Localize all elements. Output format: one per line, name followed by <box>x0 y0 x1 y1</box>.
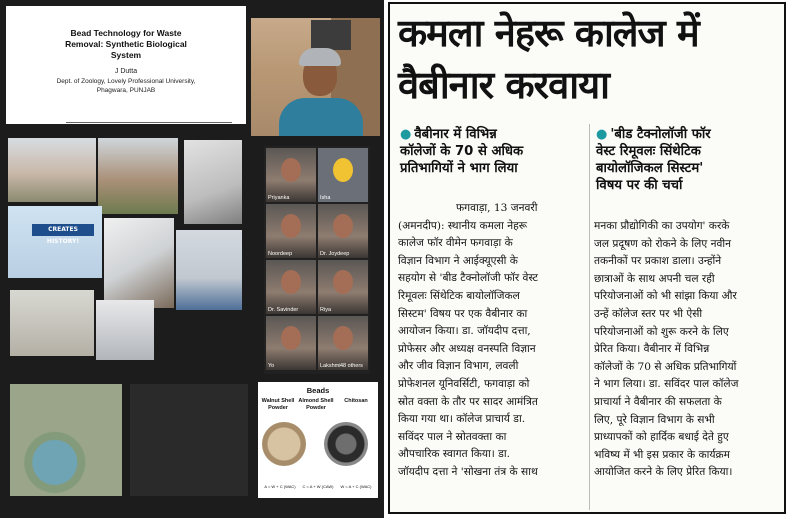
speaker-body <box>279 98 363 136</box>
body-line: कॉलेजों के 70 से अधिक प्रतिभागियों <box>594 360 737 373</box>
subheading-line: प्रतिभागियों ने भाग लिया <box>400 161 518 176</box>
body-line: फगवाड़ा, 13 जनवरी <box>456 202 538 214</box>
headline-line: वैबीनार करवाया <box>398 63 609 107</box>
body-line: छात्राओं के साथ अपनी चल रही <box>594 272 715 285</box>
body-line: विज्ञान विभाग ने आईक्यूएसी के <box>398 254 518 267</box>
body-line: जॉयदीप दत्ता ने 'सोखना तंत्र के साथ <box>398 465 538 478</box>
body-line: जल प्रदूषण को रोकने के लिए नवीन <box>594 237 731 250</box>
lpu-poster-photo <box>8 206 102 278</box>
campus-building-photo <box>8 138 96 202</box>
body-line: तकनीकों पर प्रकाश डाला। उन्होंने <box>594 255 722 268</box>
participant-tile <box>266 148 316 202</box>
slide-title-line: Bead Technology for Waste <box>70 28 182 38</box>
participant-face <box>281 270 301 294</box>
body-line: परियोजनाओं को भी सांझा किया और <box>594 290 737 303</box>
body-line: औपचारिक स्वागत किया। डा. <box>398 448 510 461</box>
participant-face <box>333 326 353 350</box>
bead-label: Almond Shell Powder <box>298 398 334 411</box>
slide-title-line: Removal: Synthetic Biological <box>65 39 187 49</box>
treatment-plant-photo <box>10 384 122 496</box>
participant-tile <box>266 260 316 314</box>
body-line: ने भाग लिया। डा. सविंदर पाल कॉलेज <box>594 378 739 391</box>
body-line: और जीव विज्ञान विभाग, लवली <box>398 360 519 373</box>
participant-face <box>281 214 301 238</box>
bead-caption: W = A + C (WAC) <box>340 484 372 489</box>
body-line: प्रोफेसर और अध्यक्ष वनस्पति विज्ञान <box>398 342 536 355</box>
subheading-line: बायोलॉजिकल सिस्टम' <box>596 161 704 176</box>
fermentor-photo <box>176 230 242 310</box>
photo-collage <box>0 0 384 518</box>
participant-name: Dr. Savinder <box>268 307 299 313</box>
emoji-avatar-icon <box>333 158 353 182</box>
subheading-line: विषय पर की चर्चा <box>596 178 683 193</box>
participant-name: Priyanka <box>268 195 290 201</box>
body-line: प्राचार्या ने वैबीनार की सफलता के <box>594 395 722 408</box>
body-line: उन्हें कॉलेज स्तर पर भी ऐसी <box>594 307 703 320</box>
article-body-left <box>398 200 586 482</box>
slide-divider <box>66 122 232 123</box>
campus-block-photo <box>98 138 178 214</box>
lab-equipment-photo <box>184 140 242 224</box>
participant-face <box>333 214 353 238</box>
bead-label: Walnut Shell Powder <box>261 398 295 411</box>
participant-tile <box>266 204 316 258</box>
laboratory-photo <box>10 290 94 356</box>
participant-tile <box>318 204 368 258</box>
body-line: स्रोत वक्ता के तौर पर सादर आमंत्रित <box>398 395 538 408</box>
participant-name: Noordeep <box>268 251 293 257</box>
article-body-right <box>594 218 782 482</box>
body-line: किया गया था। कॉलेज प्राचार्य डा. <box>398 413 526 426</box>
microscope-photo <box>104 218 174 308</box>
participant-tile <box>266 316 316 370</box>
subheading-right <box>596 126 782 194</box>
body-line: लिए, पूरे विज्ञान विभाग के सभी <box>594 413 715 426</box>
lab-instrument-photo <box>96 300 154 360</box>
body-line: सविंदर पाल ने स्रोतवक्ता का <box>398 430 507 443</box>
newspaper-clipping <box>388 2 786 514</box>
slide-affiliation-line: Dept. of Zoology, Lovely Professional University, <box>56 78 196 85</box>
participant-face <box>281 326 301 350</box>
body-line: आयोजित करने के लिए प्रेरित किया। <box>594 466 733 479</box>
participant-name: Lakshmi <box>320 363 341 369</box>
participant-name: Riya <box>320 307 332 313</box>
body-line: मनका प्रौद्योगिकी का उपयोग' करके <box>594 220 730 232</box>
slide-title-line: System <box>110 50 142 60</box>
headline-line: कमला नेहरू कालेज में <box>398 11 699 55</box>
body-line: प्रोफेशनल यूनिवर्सिटी, फगवाड़ा को <box>398 377 530 390</box>
subheading-line: वैबीनार में विभिन्न <box>414 127 497 142</box>
beads-figure <box>258 382 378 498</box>
body-line: कालेज फॉर वीमेन फगवाड़ा के <box>398 237 513 250</box>
beads-title: Beads <box>306 386 330 395</box>
bullet-icon: ● <box>400 127 412 142</box>
wall-frame <box>311 20 351 50</box>
body-line: प्रेरित किया। वैबीनार में विभिन्न <box>594 343 710 356</box>
body-line: (अमनदीप): स्थानीय कमला नेहरू <box>398 219 527 232</box>
body-line: रिमूवलः सिंथेटिक बायोलॉजिकल <box>398 289 520 302</box>
video-participant-gallery <box>264 146 370 374</box>
body-line: परियोजनाओं को शुरू करने के लिए <box>594 325 729 338</box>
bead-caption: A = W + C (WAC) <box>264 484 296 489</box>
more-participants-label: 48 others <box>340 363 363 369</box>
walnut-bead-dish <box>262 422 306 466</box>
column-divider <box>589 124 590 510</box>
body-line: सहयोग से 'बीड टैक्नोलॉजी फॉर वेस्ट <box>398 272 538 285</box>
speaker-headset <box>299 48 341 66</box>
participants-grid-photo <box>130 384 248 496</box>
speaker-video-photo <box>251 18 380 136</box>
chitosan-bead-dish <box>324 422 368 466</box>
lpu-banner: CREATES HISTORY! <box>32 224 94 236</box>
slide-affiliation-line: Phagwara, PUNJAB <box>96 87 156 94</box>
participant-name: Isha <box>320 195 331 201</box>
slide-author: J Dutta <box>114 68 138 75</box>
bead-label: Chitosan <box>344 398 368 404</box>
participant-face <box>281 158 301 182</box>
subheading-line: कॉलेजों के 70 से अधिक <box>400 144 524 159</box>
body-line: सिस्टम' विषय पर एक वैबीनार का <box>398 307 528 320</box>
body-line: आयोजन किया। डा. जॉयदीप दत्ता, <box>398 325 531 338</box>
body-line: प्राध्यापकों को हार्दिक बधाई देते हुए <box>594 431 729 444</box>
subheading-line: वेस्ट रिमूवलः सिंथेटिक <box>596 144 701 159</box>
participant-tile <box>318 316 368 370</box>
bullet-icon: ● <box>596 127 608 142</box>
body-line: भविष्य में भी इस प्रकार के कार्यक्रम <box>594 448 730 461</box>
subheading-left <box>400 126 586 177</box>
participant-name: Dr. Joydeep <box>320 251 350 257</box>
bead-caption: C = A + W (CAW) <box>302 484 334 489</box>
participant-tile <box>318 260 368 314</box>
participant-tile <box>318 148 368 202</box>
subheading-line: 'बीड टैक्नोलॉजी फॉर <box>610 127 711 142</box>
presentation-title-slide <box>6 6 246 124</box>
participant-face <box>333 270 353 294</box>
participant-name: Yo <box>268 363 275 369</box>
